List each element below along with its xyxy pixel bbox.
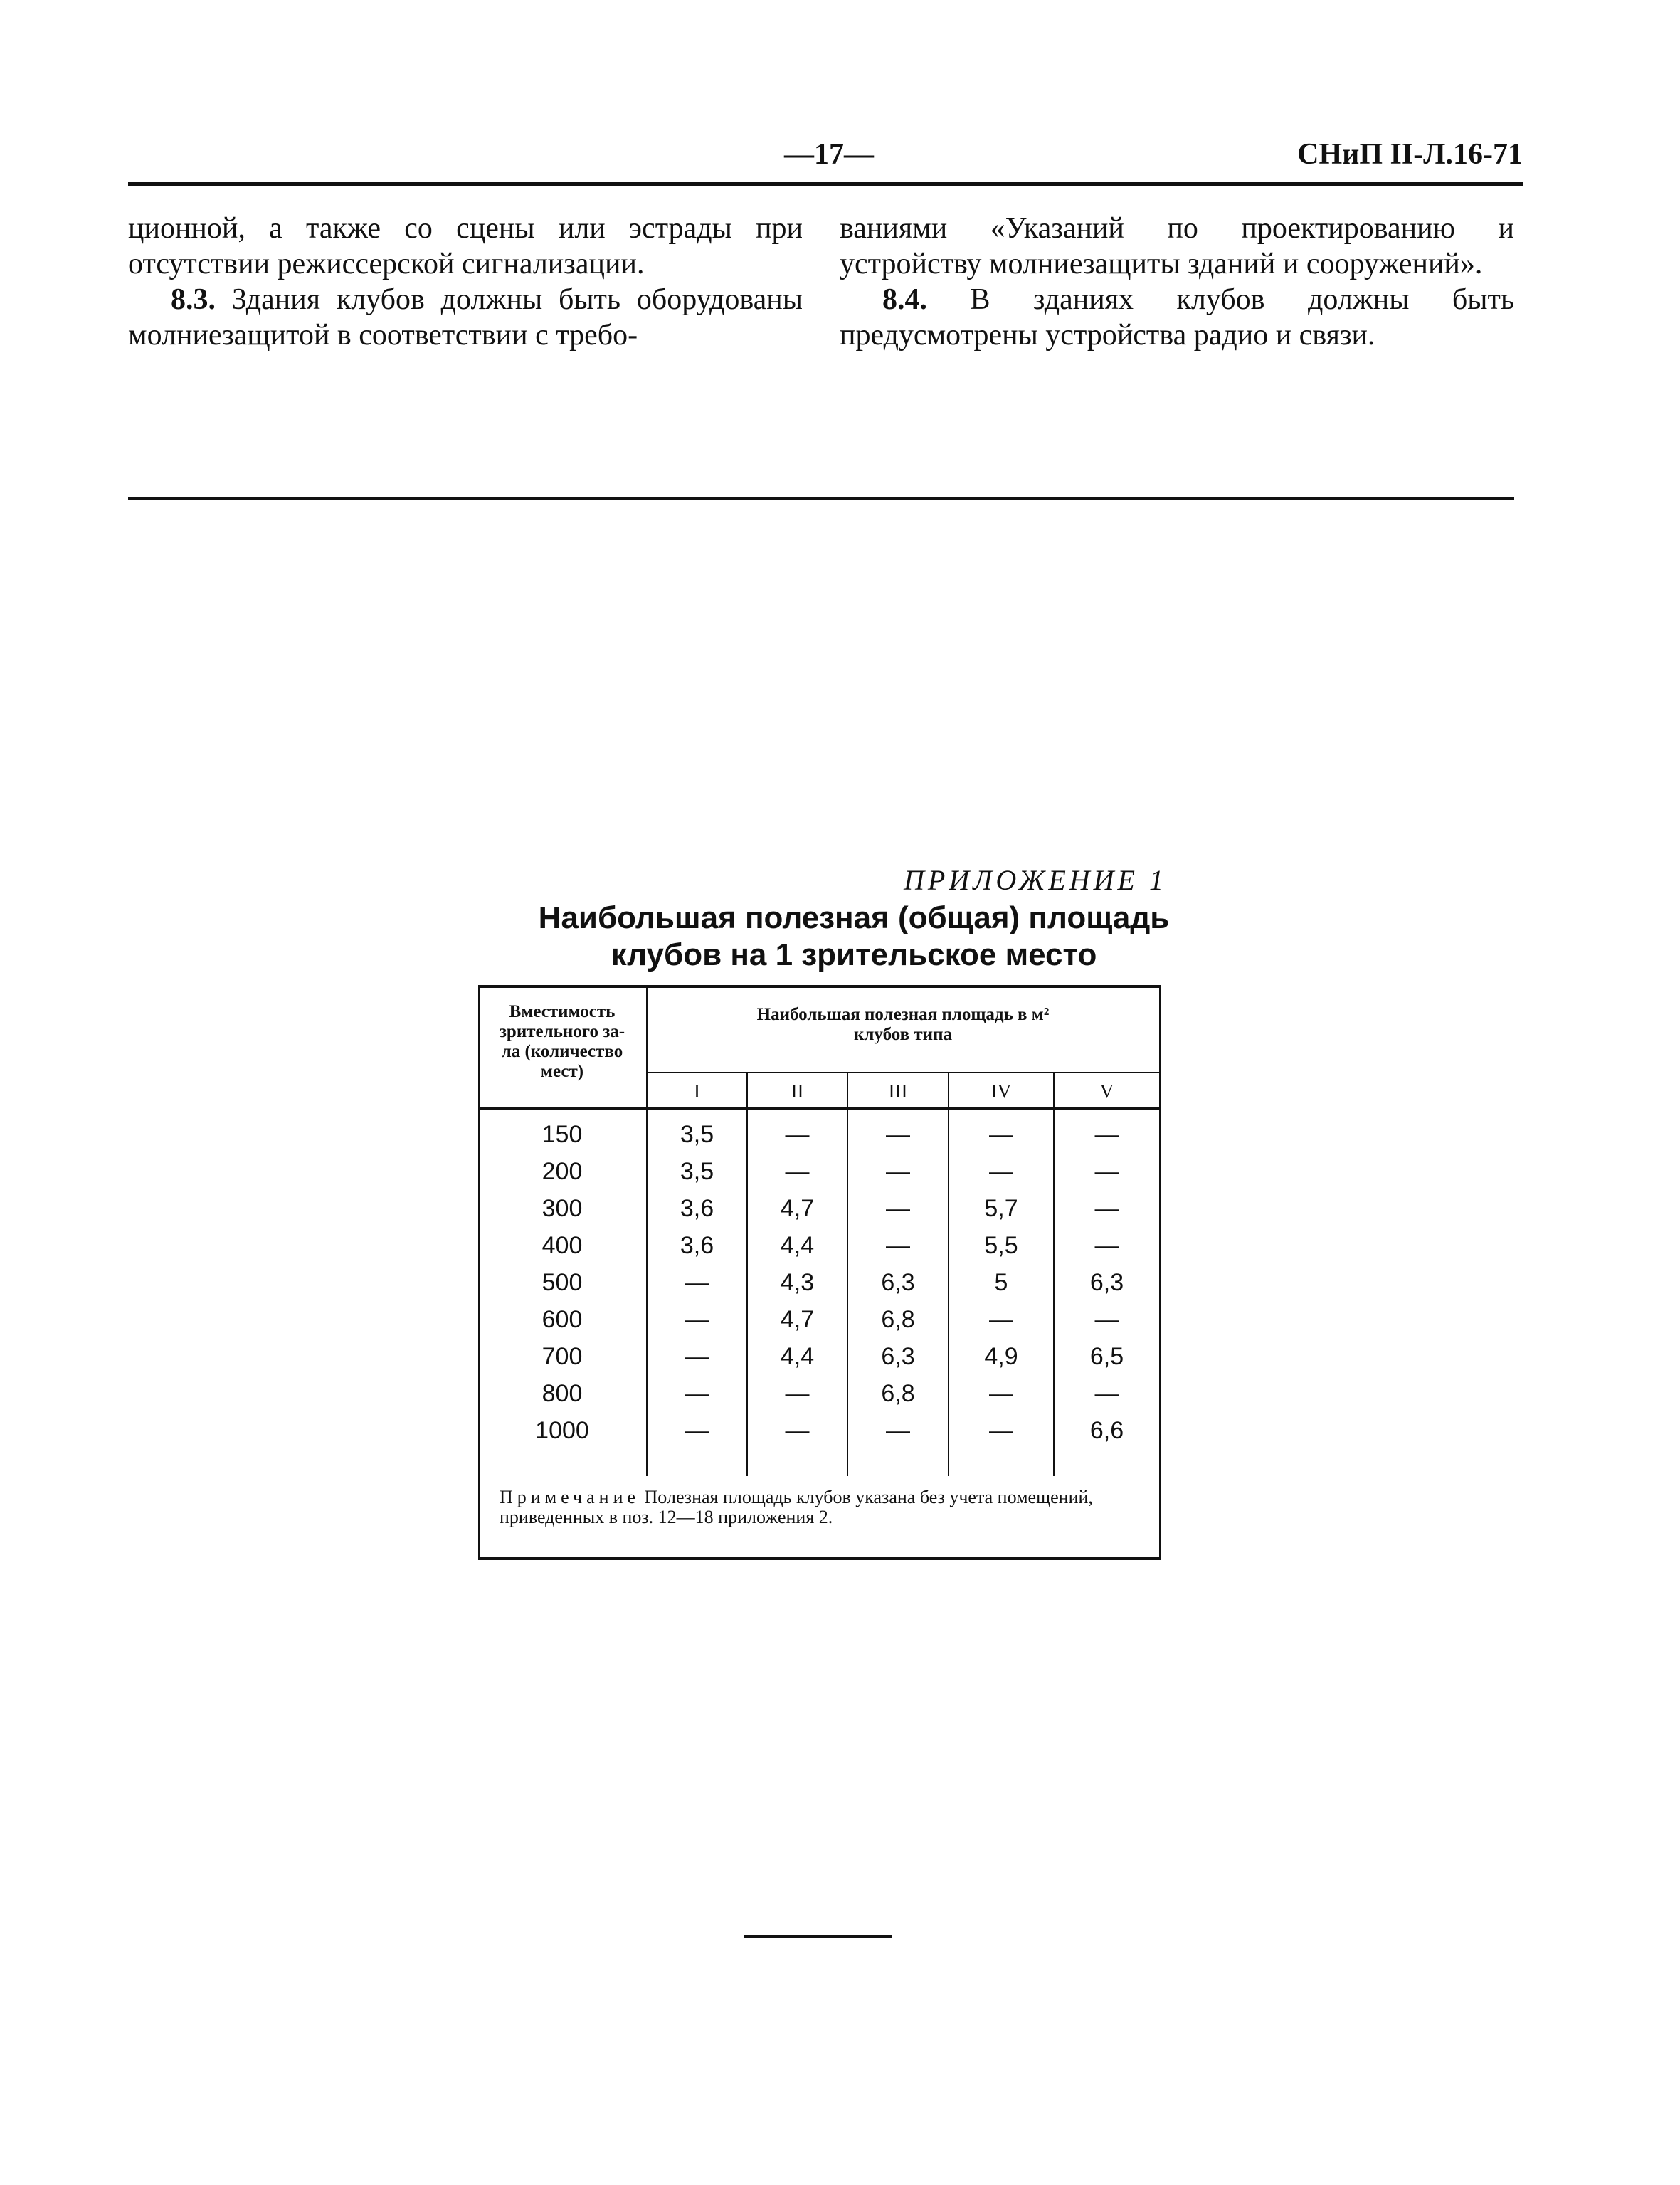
area-cell: 6,6: [1089, 1417, 1124, 1444]
area-cell: —: [886, 1158, 910, 1185]
capacity-cell: 500: [541, 1269, 583, 1296]
area-cell: 4,4: [780, 1232, 815, 1259]
area-cell: —: [886, 1121, 910, 1148]
note-label: Примечание: [500, 1487, 640, 1507]
area-cell: —: [989, 1417, 1013, 1444]
paragraph-text: Здания клубов должны быть оборудованы молниезащитой в соответствии с требо-: [128, 283, 803, 352]
area-cell: 5,7: [984, 1195, 1018, 1222]
area-cell: 6,5: [1089, 1343, 1124, 1370]
appendix-label: ПРИЛОЖЕНИЕ 1: [904, 864, 1167, 896]
capacity-cell: 150: [541, 1121, 583, 1148]
area-cell: 4,9: [984, 1343, 1018, 1370]
area-cell: —: [989, 1158, 1013, 1185]
area-cell: —: [1094, 1380, 1119, 1407]
area-cell: —: [685, 1417, 709, 1444]
area-header: [649, 1005, 1157, 1045]
area-cell: 3,6: [680, 1195, 714, 1222]
paragraph-continuation: ционной, а также со сцены или эстрады при отсутствии режиссерской сигнализации.: [128, 212, 803, 280]
document-code: СНиП II-Л.16-71: [1297, 138, 1523, 171]
area-cell: —: [785, 1417, 810, 1444]
header-rule: [478, 1107, 1161, 1110]
paragraph-number: 8.4.: [882, 283, 927, 316]
page-number: —17—: [784, 138, 874, 171]
area-cell: 6,3: [1089, 1269, 1124, 1296]
area-cell: —: [1094, 1232, 1119, 1259]
area-cell: —: [1094, 1121, 1119, 1148]
area-cell: —: [886, 1195, 910, 1222]
area-cell: —: [685, 1269, 709, 1296]
capacity-header: [481, 1002, 643, 1082]
area-cell: —: [989, 1380, 1013, 1407]
area-cell: —: [886, 1417, 910, 1444]
area-header-line: Наибольшая полезная площадь в м²: [756, 1005, 1050, 1024]
area-cell: 6,8: [881, 1380, 915, 1407]
type-header-iv: IV: [990, 1080, 1012, 1102]
capacity-cell: 700: [541, 1343, 583, 1370]
area-cell: —: [1094, 1158, 1119, 1185]
section-rule: [128, 497, 1514, 500]
area-cell: 6,3: [881, 1343, 915, 1370]
appendix-title-line: Наибольшая полезная (общая) площадь: [538, 900, 1170, 935]
capacity-cell: 1000: [535, 1417, 589, 1444]
table-note: [500, 1488, 1140, 1527]
paragraph-continuation: ваниями «Указаний по проектированию и устройству молниезащиты зданий и сооружений».: [840, 212, 1514, 280]
appendix-title-line: клубов на 1 зрительское место: [611, 937, 1097, 972]
area-cell: —: [785, 1158, 810, 1185]
capacity-cell: 800: [541, 1380, 583, 1407]
area-cell: —: [685, 1306, 709, 1333]
type-header-i: I: [694, 1080, 700, 1102]
header-rule: [128, 182, 1523, 186]
paragraph-8-4: [840, 282, 1514, 353]
area-cell: 4,7: [780, 1306, 815, 1333]
capacity-cell: 600: [541, 1306, 583, 1333]
capacity-header-line: зрительного за-: [499, 1022, 625, 1041]
table-border-top: [478, 985, 1161, 988]
note-text: Полезная площадь клубов указана без учета помещений, приведенных в поз. 12—18 приложения 2.: [500, 1487, 1093, 1527]
capacity-header-line: мест): [540, 1062, 584, 1081]
area-cell: 3,5: [680, 1158, 714, 1185]
capacity-header-line: ла (количество: [501, 1042, 623, 1061]
paragraph-8-3: [128, 282, 803, 353]
area-cell: —: [785, 1121, 810, 1148]
table-border-bottom: [478, 1557, 1161, 1560]
right-text-column: [840, 211, 1514, 353]
area-cell: 3,5: [680, 1121, 714, 1148]
area-cell: —: [886, 1232, 910, 1259]
area-cell: —: [685, 1343, 709, 1370]
type-header-iii: III: [888, 1080, 908, 1102]
end-rule: [744, 1935, 892, 1938]
area-cell: 6,3: [881, 1269, 915, 1296]
area-cell: —: [1094, 1306, 1119, 1333]
area-cell: —: [989, 1306, 1013, 1333]
appendix-title: [441, 900, 1267, 974]
paragraph-text: В зданиях клубов должны быть предусмотрены устройства радио и связи.: [840, 283, 1514, 352]
area-cell: 5: [994, 1269, 1008, 1296]
table-border-left: [478, 985, 480, 1560]
area-cell: 6,8: [881, 1306, 915, 1333]
subheader-rule: [646, 1072, 1161, 1073]
area-cell: 4,3: [780, 1269, 815, 1296]
area-table: [478, 985, 1161, 1560]
left-text-column: [128, 211, 803, 353]
area-cell: 3,6: [680, 1232, 714, 1259]
type-header-ii: II: [791, 1080, 804, 1102]
area-cell: —: [989, 1121, 1013, 1148]
capacity-cell: 300: [541, 1195, 583, 1222]
type-header-v: V: [1099, 1080, 1114, 1102]
capacity-header-line: Вместимость: [509, 1002, 616, 1021]
capacity-cell: 400: [541, 1232, 583, 1259]
area-cell: —: [1094, 1195, 1119, 1222]
area-cell: 4,7: [780, 1195, 815, 1222]
capacity-cell: 200: [541, 1158, 583, 1185]
area-header-line: клубов типа: [854, 1025, 952, 1044]
area-cell: 4,4: [780, 1343, 815, 1370]
area-cell: —: [685, 1380, 709, 1407]
area-cell: —: [785, 1380, 810, 1407]
paragraph-number: 8.3.: [171, 283, 216, 316]
area-cell: 5,5: [984, 1232, 1018, 1259]
